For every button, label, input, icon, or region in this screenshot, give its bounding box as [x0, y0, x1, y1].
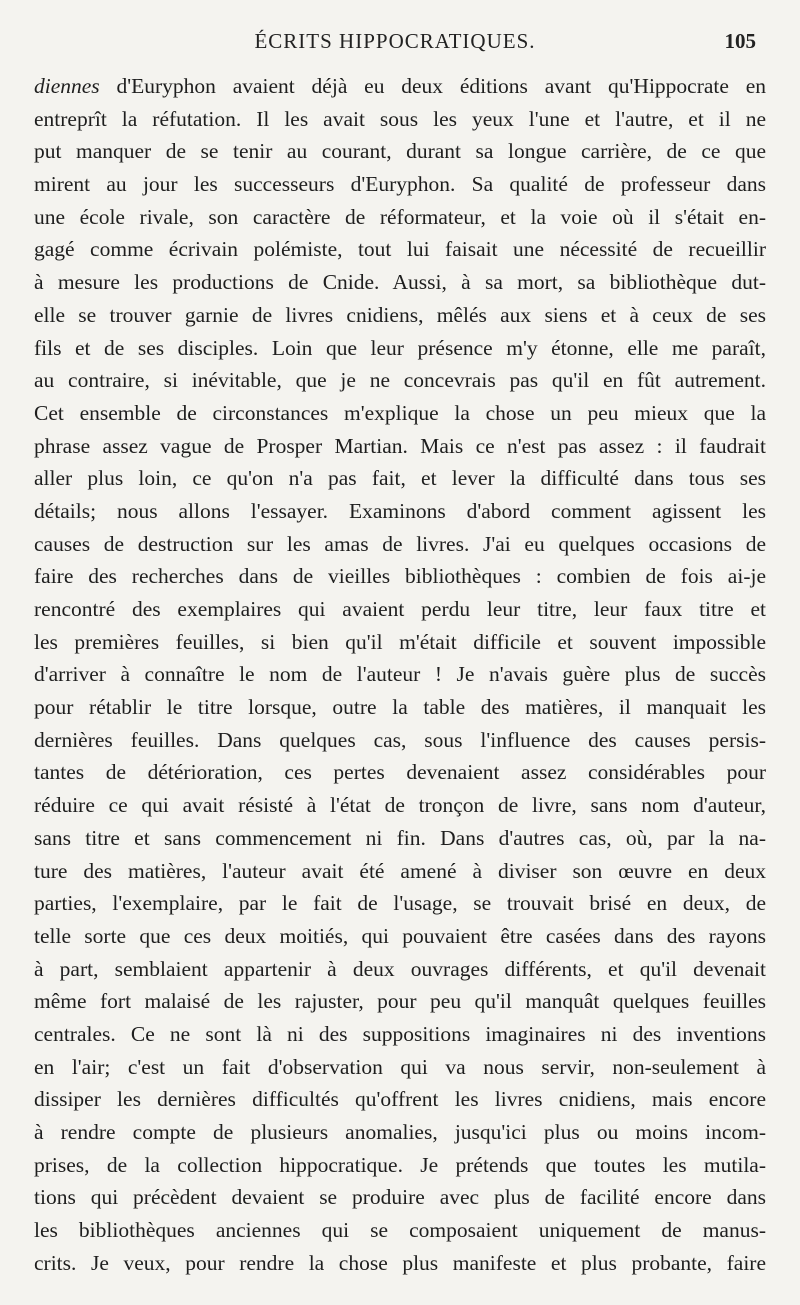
text-line: aller plus loin, ce qu'on n'a pas fait, et lever la difficulté dans tous ses	[34, 466, 766, 491]
italic-word: diennes	[34, 74, 100, 98]
text-line: pour rétablir le titre lorsque, outre la table des matières, il manquait les	[34, 695, 766, 720]
text-line: tions qui précèdent devaient se produire avec plus de facilité encore dans	[34, 1185, 766, 1210]
text-line: dissiper les dernières difficultés qu'offrent les livres cnidiens, mais encore	[34, 1087, 766, 1112]
text-line: entreprît la réfutation. Il les avait sous les yeux l'une et l'autre, et il ne	[34, 106, 766, 131]
running-title: ÉCRITS HIPPOCRATIQUES.	[254, 29, 536, 53]
text-line: gagé comme écrivain polémiste, tout lui faisait une nécessité de recueillir	[34, 237, 766, 262]
text-line: en l'air; c'est un fait d'observation qui va nous servir, non-seulement à	[34, 1054, 766, 1079]
text-line: rencontré des exemplaires qui avaient perdu leur titre, leur faux titre et	[34, 597, 766, 621]
text-line	[34, 70, 766, 103]
text-line: Cet ensemble de circonstances m'explique la chose un peu mieux que la	[34, 400, 766, 425]
text-line-rest: d'Euryphon avaient déjà eu deux éditions avant qu'Hippocrate en	[116, 74, 766, 98]
text-line: parties, l'exemplaire, par le fait de l'usage, se trouvait brisé en deux, de	[34, 891, 766, 916]
text-line: mirent au jour les successeurs d'Euryphon. Sa qualité de professeur dans	[34, 172, 766, 197]
text-line: d'arriver à connaître le nom de l'auteur ! Je n'avais guère plus de succès	[34, 662, 766, 687]
text-line: faire des recherches dans de vieilles bibliothèques : combien de fois ai-je	[34, 564, 766, 589]
text-line: centrales. Ce ne sont là ni des suppositions imaginaires ni des inventions	[34, 1021, 766, 1046]
running-head	[34, 29, 756, 57]
text-line: dernières feuilles. Dans quelques cas, sous l'influence des causes persis-	[34, 727, 766, 752]
text-line: causes de destruction sur les amas de livres. J'ai eu quelques occasions de	[34, 531, 766, 556]
text-line: les premières feuilles, si bien qu'il m'était difficile et souvent impossible	[34, 629, 766, 654]
text-line: tantes de détérioration, ces pertes devenaient assez considérables pour	[34, 760, 766, 785]
text-line: telle sorte que ces deux moitiés, qui pouvaient être casées dans des rayons	[34, 923, 766, 948]
text-line: fils et de ses disciples. Loin que leur présence m'y étonne, elle me paraît,	[34, 335, 766, 360]
text-line: une école rivale, son caractère de réformateur, et la voie où il s'était en-	[34, 204, 766, 229]
text-line: à mesure les productions de Cnide. Aussi, à sa mort, sa bibliothèque dut-	[34, 270, 766, 295]
text-line: détails; nous allons l'essayer. Examinons d'abord comment agissent les	[34, 498, 766, 523]
text-line: elle se trouver garnie de livres cnidiens, mêlés aux siens et à ceux de ses	[34, 302, 766, 327]
text-line: même fort malaisé de les rajuster, pour peu qu'il manquât quelques feuilles	[34, 989, 766, 1014]
page-number: 105	[724, 29, 756, 53]
text-line: au contraire, si inévitable, que je ne concevrais pas qu'il en fût autrement.	[34, 368, 766, 393]
text-line: phrase assez vague de Prosper Martian. Mais ce n'est pas assez : il faudrait	[34, 433, 766, 458]
text-line: à rendre compte de plusieurs anomalies, jusqu'ici plus ou moins incom-	[34, 1120, 766, 1144]
text-line: les bibliothèques anciennes qui se composaient uniquement de manus-	[34, 1218, 766, 1243]
text-line: sans titre et sans commencement ni fin. Dans d'autres cas, où, par la na-	[34, 825, 766, 850]
text-line: crits. Je veux, pour rendre la chose plus manifeste et plus probante, faire	[34, 1250, 766, 1275]
text-line: à part, semblaient appartenir à deux ouvrages différents, et qu'il devenait	[34, 956, 766, 981]
text-line: réduire ce qui avait résisté à l'état de tronçon de livre, sans nom d'auteur,	[34, 793, 766, 818]
text-line: prises, de la collection hippocratique. Je prétends que toutes les mutila-	[34, 1152, 766, 1177]
text-line: ture des matières, l'auteur avait été amené à diviser son œuvre en deux	[34, 858, 766, 883]
body-text	[34, 70, 766, 1279]
text-line: put manquer de se tenir au courant, durant sa longue carrière, de ce que	[34, 139, 766, 164]
